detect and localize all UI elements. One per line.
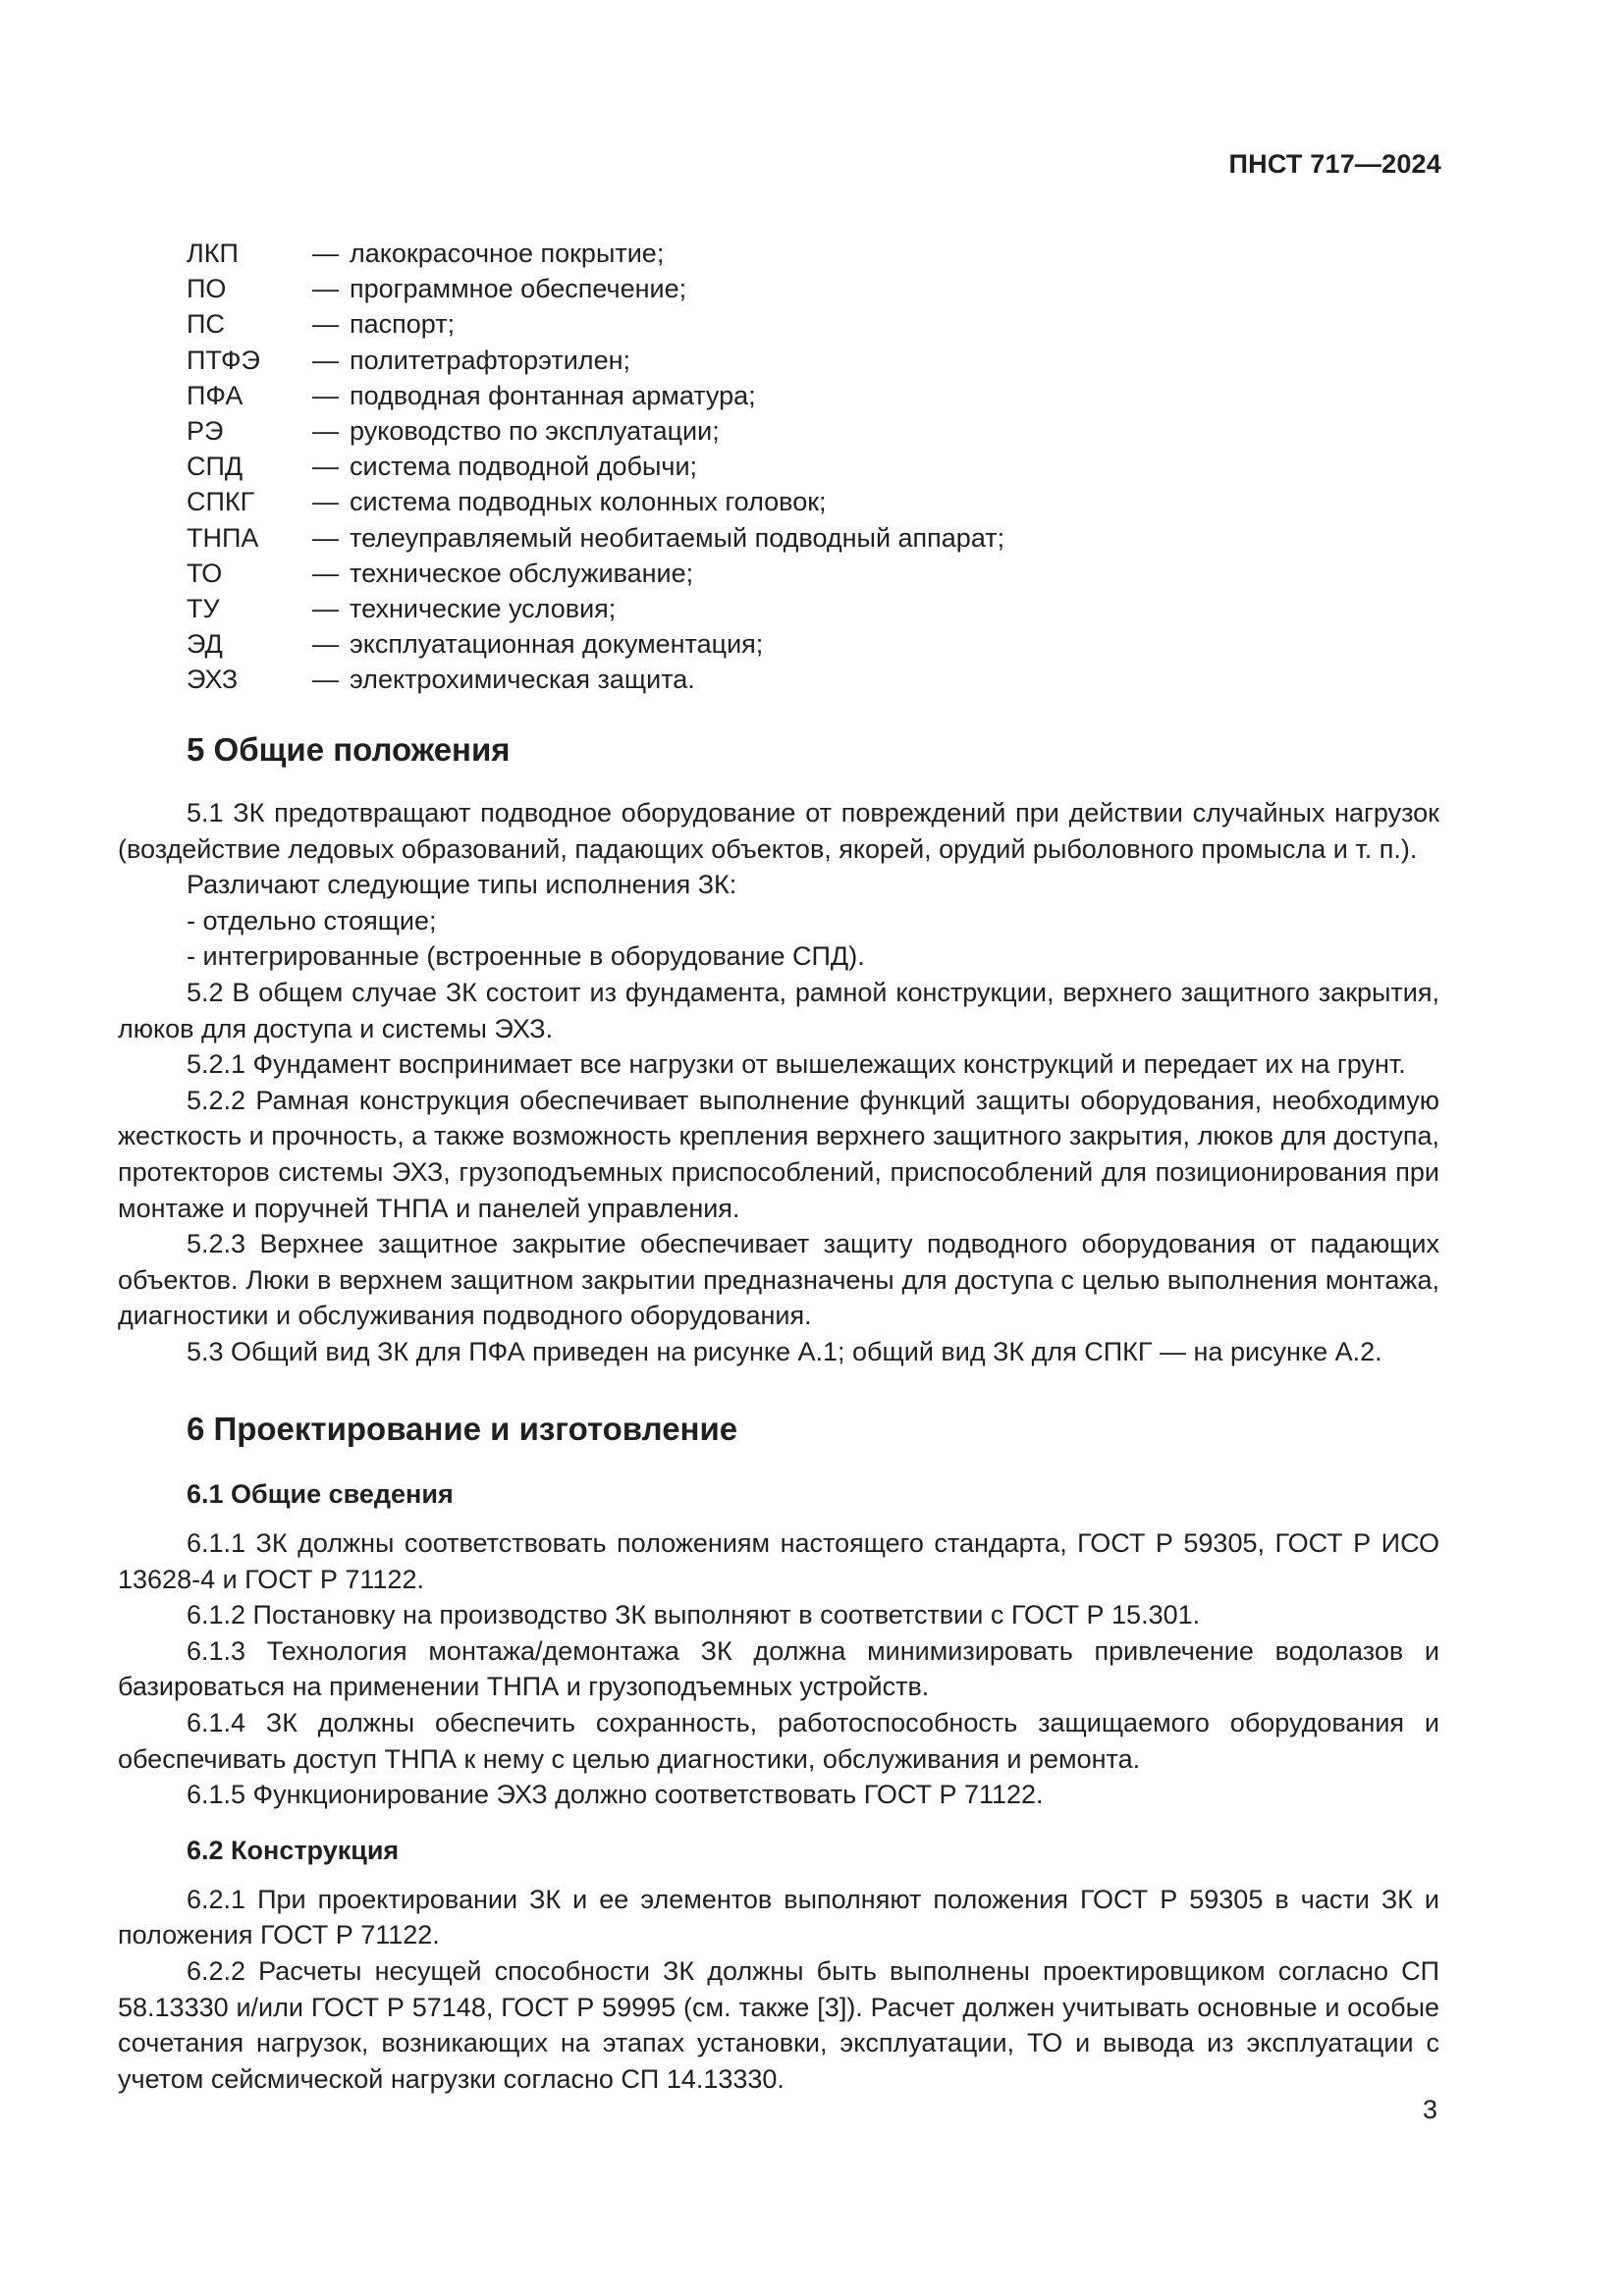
abbreviation-row	[187, 484, 1463, 519]
abbreviation-dash: —	[312, 380, 339, 410]
abbreviation-text: руководство по эксплуатации;	[350, 415, 720, 446]
abbreviation-dash: —	[312, 558, 339, 588]
abbreviation-text: эксплуатационная документация;	[350, 629, 764, 660]
abbreviation-code: ТУ	[187, 593, 220, 623]
abbreviation-dash: —	[312, 274, 339, 304]
abbreviation-dash: —	[312, 415, 339, 446]
abbreviation-code: ПТФЭ	[187, 345, 260, 375]
section-6	[118, 1410, 1439, 2097]
types-intro: Различают следующие типы исполнения ЗК:	[187, 870, 737, 900]
abbreviation-code: РЭ	[187, 415, 224, 446]
abbreviation-dash: —	[312, 239, 339, 268]
paragraph-6-2-1: 6.2.1 При проектировании ЗК и ее элементов выполняют положения ГОСТ Р 59305 в части ЗК и положения ГОСТ Р 71122.	[118, 1884, 1439, 1950]
abbreviation-text: технические условия;	[350, 593, 617, 623]
abbreviation-text: программное обеспечение;	[350, 274, 687, 304]
abbreviation-dash: —	[312, 522, 339, 553]
abbreviation-dash: —	[312, 345, 339, 375]
abbreviation-text: паспорт;	[350, 309, 456, 340]
abbreviation-code: ЭХЗ	[187, 665, 239, 695]
abbreviation-code: СПКГ	[187, 487, 255, 517]
abbreviation-row	[187, 591, 1463, 626]
paragraph-6-1-2: 6.1.2 Постановку на производство ЗК выполняют в соответствии с ГОСТ Р 15.301.	[187, 1600, 1201, 1630]
abbreviation-text: подводная фонтанная арматура;	[350, 380, 756, 410]
abbreviation-dash: —	[312, 665, 339, 695]
subsection-6-1-title: 6.1 Общие сведения	[187, 1479, 454, 1509]
abbreviation-code: ТО	[187, 558, 223, 588]
abbreviation-text: электрохимическая защита.	[350, 665, 695, 695]
abbreviation-text: лакокрасочное покрытие;	[350, 239, 665, 268]
abbreviation-code: ЛКП	[187, 239, 239, 268]
abbreviation-code: ТНПА	[187, 522, 259, 553]
paragraph-6-1-4: 6.1.4 ЗК должны обеспечить сохранность, работоспособность защищаемого оборудования и обеспечивать доступ ТНПА к нему с целью диагностики, обслуживания и ремонта.	[118, 1707, 1439, 1774]
abbreviation-dash: —	[312, 487, 339, 517]
paragraph-5-1: 5.1 ЗК предотвращают подводное оборудование от повреждений при действии случайных нагрузок (воздействие ледовых образований, падающих объектов, якорей, орудий рыболовного промысла и т. п.).	[118, 798, 1439, 864]
paragraph-6-1-1: 6.1.1 ЗК должны соответствовать положениям настоящего стандарта, ГОСТ Р 59305, ГОСТ Р ИСО 13628-4 и ГОСТ Р 71122.	[118, 1528, 1439, 1594]
paragraph-5-2: 5.2 В общем случае ЗК состоит из фундамента, рамной конструкции, верхнего защитного закрытия, люков для доступа и системы ЭХЗ.	[118, 977, 1439, 1043]
abbreviation-dash: —	[312, 629, 339, 660]
section-5	[118, 730, 1439, 1370]
abbreviation-dash: —	[312, 309, 339, 340]
abbreviation-text: система подводной добычи;	[350, 452, 698, 482]
abbreviation-code: ПО	[187, 274, 227, 304]
abbreviation-code: ПС	[187, 309, 225, 340]
paragraph-6-2-2: 6.2.2 Расчеты несущей способности ЗК должны быть выполнены проектировщиком согласно СП 58.13330 и/или ГОСТ Р 57148, ГОСТ Р 59995 (см. также [3]). Расчет должен учитывать основные и особые сочетания нагрузок, возникающих на этапах установки, эксплуатации, ТО и вывода из эксплуатации с учетом сейсмической нагрузки согласно СП 14.13330.	[118, 1955, 1439, 2094]
section-5-title: 5 Общие положения	[187, 731, 511, 768]
page-number: 3	[1422, 2095, 1437, 2124]
abbreviation-row	[187, 449, 1463, 484]
paragraph-6-1-5: 6.1.5 Функционирование ЭХЗ должно соответствовать ГОСТ Р 71122.	[187, 1780, 1044, 1810]
abbreviation-row	[187, 520, 1463, 556]
abbreviation-text: система подводных колонных головок;	[350, 487, 827, 517]
paragraph-5-3: 5.3 Общий вид ЗК для ПФА приведен на рисунке А.1; общий вид ЗК для СПКГ — на рисунке А.2.	[187, 1336, 1382, 1366]
abbreviation-dash: —	[312, 452, 339, 482]
paragraph-6-1-3: 6.1.3 Технология монтажа/демонтажа ЗК должна минимизировать привлечение водолазов и базироваться на применении ТНПА и грузоподъемных устройств.	[118, 1635, 1439, 1702]
abbreviation-row	[187, 626, 1463, 662]
abbreviation-row	[187, 236, 1463, 271]
abbreviation-row	[187, 662, 1463, 697]
abbreviation-row	[187, 413, 1463, 449]
section-6-title: 6 Проектирование и изготовление	[187, 1411, 738, 1447]
abbreviation-code: ПФА	[187, 380, 244, 410]
document-header: ПНСТ 717—2024	[1228, 149, 1441, 179]
abbreviation-row	[187, 306, 1463, 342]
abbreviation-text: политетрафторэтилен;	[350, 345, 630, 375]
paragraph-5-2-1: 5.2.1 Фундамент воспринимает все нагрузки от вышележащих конструкций и передает их на грунт.	[187, 1049, 1406, 1080]
abbreviation-code: СПД	[187, 452, 244, 482]
abbreviation-text: телеуправляемый необитаемый подводный аппарат;	[350, 522, 1005, 553]
abbreviation-dash: —	[312, 593, 339, 623]
type-item: - интегрированные (встроенные в оборудование СПД).	[187, 941, 865, 972]
abbreviation-row	[187, 556, 1463, 591]
type-item: - отдельно стоящие;	[187, 905, 437, 935]
subsection-6-2-title: 6.2 Конструкция	[187, 1835, 400, 1865]
abbreviation-row	[187, 271, 1463, 306]
abbreviation-row	[187, 343, 1463, 378]
abbreviation-list	[187, 236, 1463, 697]
paragraph-5-2-3: 5.2.3 Верхнее защитное закрытие обеспечивает защиту подводного оборудования от падающих объектов. Люки в верхнем защитном закрытии предназначены для доступа с целью выполнения монтажа, диагностики и обслуживания подводного оборудования.	[118, 1229, 1439, 1331]
abbreviation-code: ЭД	[187, 629, 223, 660]
abbreviation-text: техническое обслуживание;	[350, 558, 694, 588]
abbreviation-row	[187, 378, 1463, 413]
paragraph-5-2-2: 5.2.2 Рамная конструкция обеспечивает выполнение функций защиты оборудования, необходимую жесткость и прочность, а также возможность крепления верхнего защитного закрытия, люков для доступа, протекторов системы ЭХЗ, грузоподъемных приспособлений, приспособлений для позиционирования при монтаже и поручней ТНПА и панелей управления.	[118, 1085, 1439, 1223]
